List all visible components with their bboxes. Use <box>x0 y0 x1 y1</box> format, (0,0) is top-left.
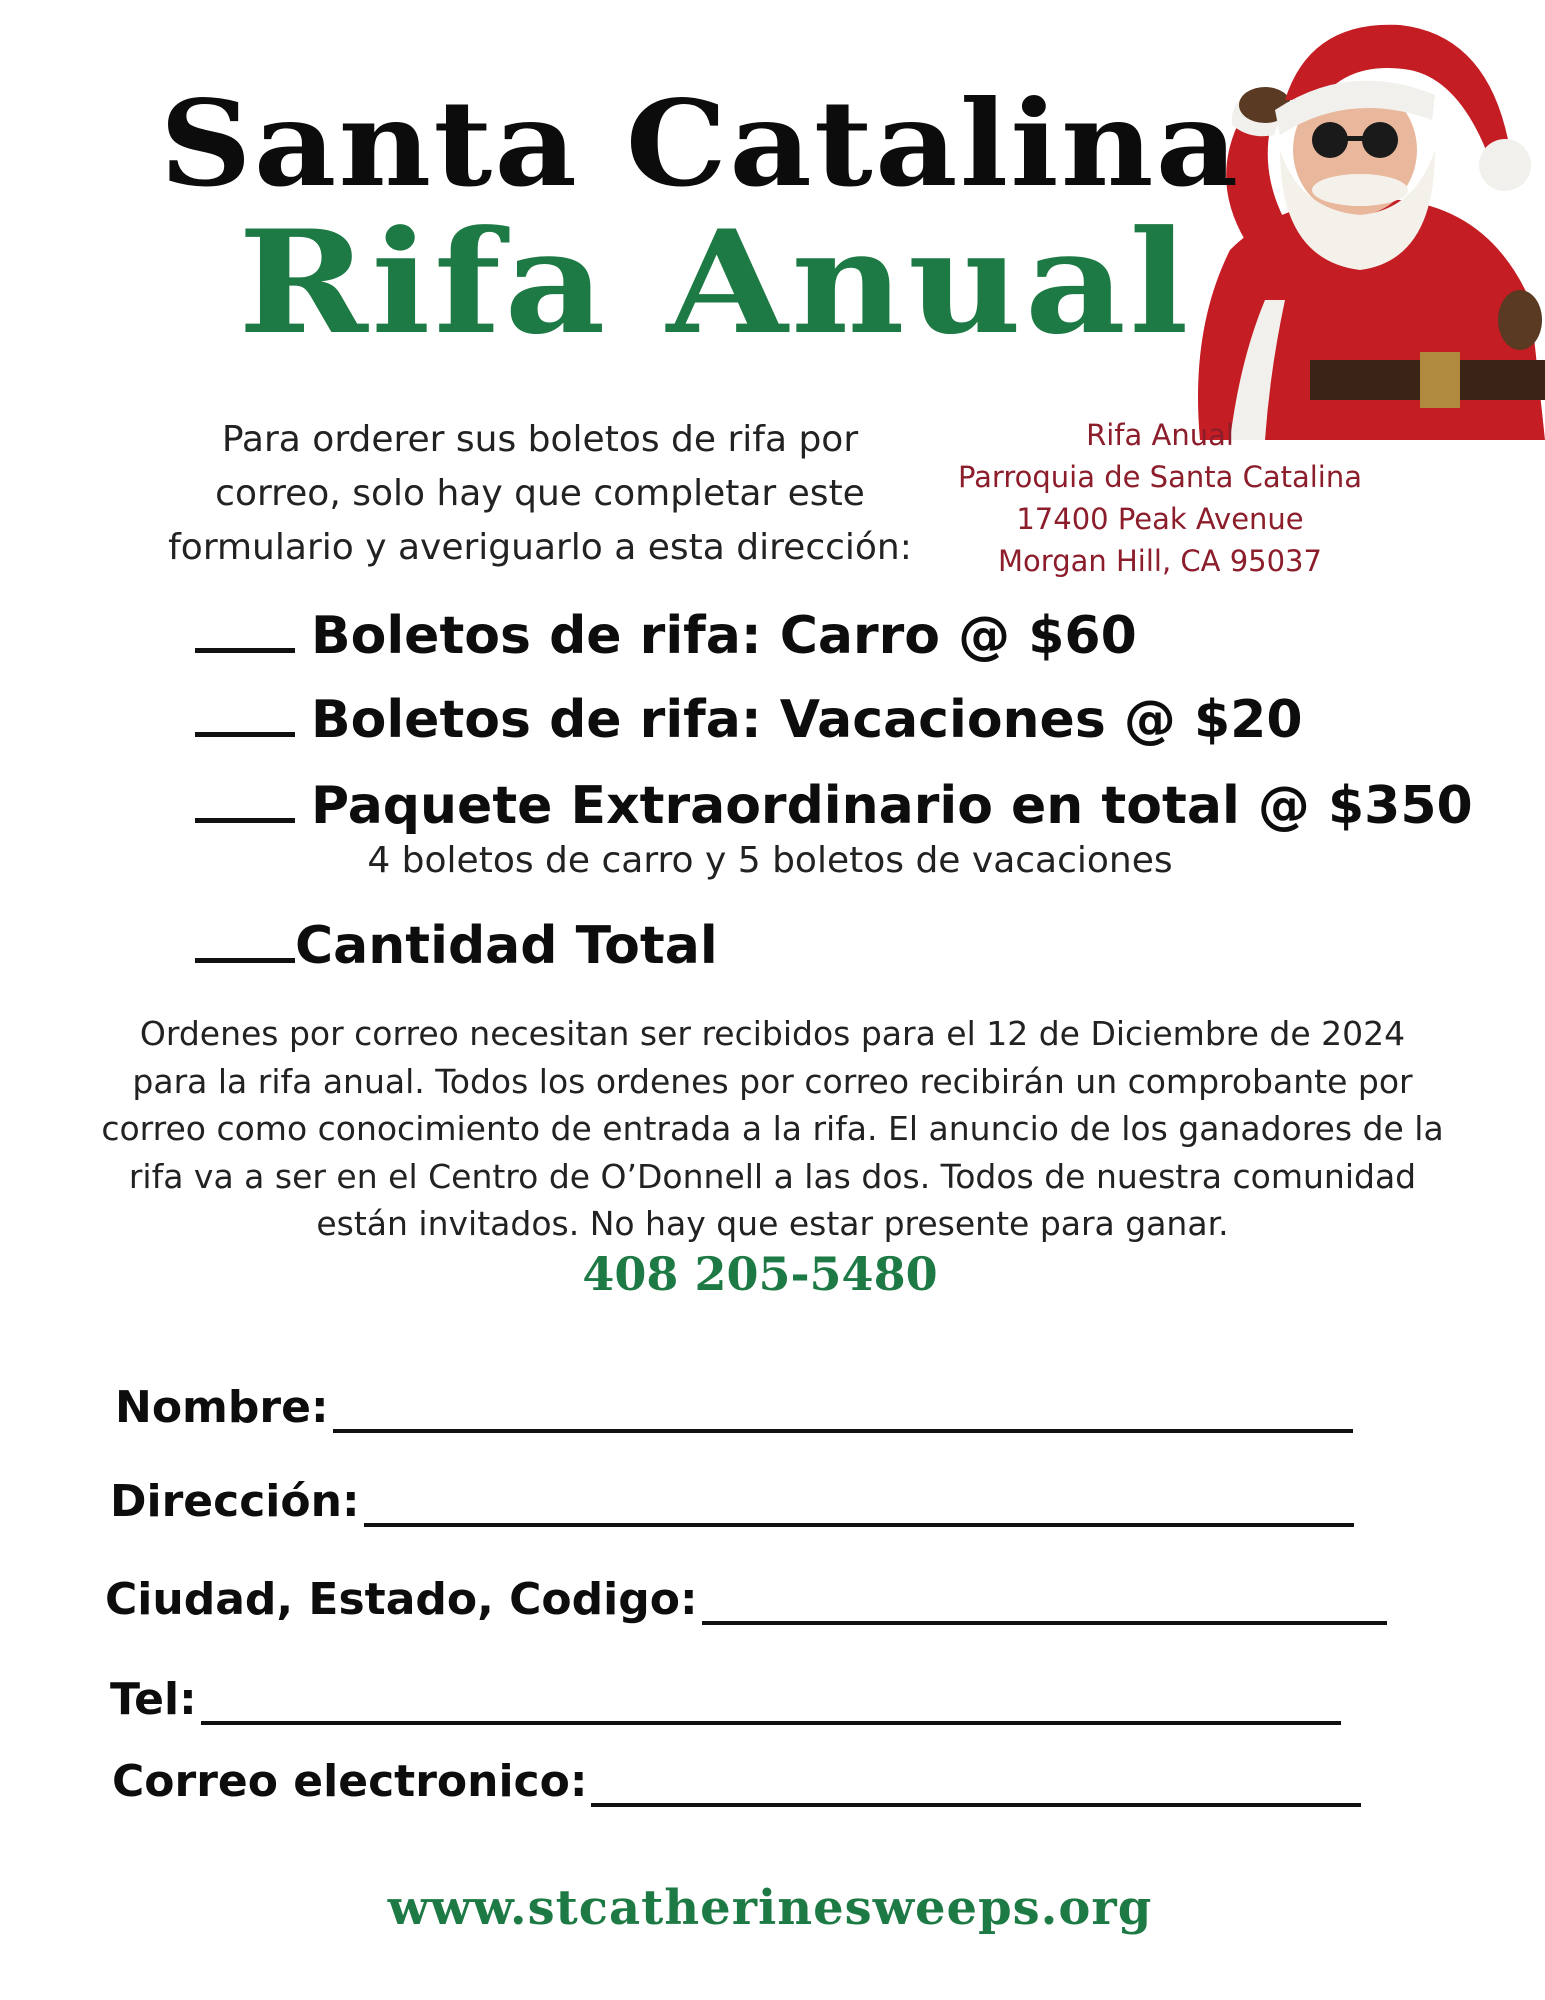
address-line: Parroquia de Santa Catalina <box>957 460 1363 494</box>
intro-line: correo, solo hay que completar este <box>215 473 865 514</box>
email-label: Correo electronico: <box>112 1756 588 1807</box>
notice-line: están invitados. No hay que estar presente para ganar. <box>316 1204 1229 1243</box>
vacation-ticket-line <box>195 690 1303 750</box>
address-line: Rifa Anual <box>1086 418 1234 452</box>
notice-line: Ordenes por correo necesitan ser recibidos para el 12 de Diciembre de 2024 <box>139 1014 1406 1053</box>
city-state-zip-field[interactable] <box>105 1574 1387 1625</box>
vacation-ticket-quantity-blank[interactable] <box>195 690 295 737</box>
total-line <box>195 916 718 976</box>
city-state-zip-input-line[interactable] <box>702 1577 1387 1625</box>
intro-line: formulario y averiguarlo a esta dirección: <box>168 527 912 568</box>
name-label: Nombre: <box>115 1382 329 1433</box>
address-line: Morgan Hill, CA 95037 <box>998 544 1322 578</box>
website-link[interactable]: www.stcatherinesweeps.org <box>387 1880 1153 1936</box>
package-quantity-blank[interactable] <box>195 776 295 823</box>
name-input-line[interactable] <box>333 1385 1353 1433</box>
package-note: 4 boletos de carro y 5 boletos de vacaciones <box>367 840 1173 881</box>
mail-order-notice <box>95 1010 1450 1248</box>
email-input-line[interactable] <box>591 1759 1361 1807</box>
address-input-line[interactable] <box>364 1479 1354 1527</box>
tel-input-line[interactable] <box>201 1677 1341 1725</box>
package-label: Paquete Extraordinario en total @ $350 <box>311 776 1473 836</box>
title-rifa-anual: Rifa Anual <box>238 200 1192 366</box>
vacation-ticket-label: Boletos de rifa: Vacaciones @ $20 <box>311 690 1303 750</box>
notice-line: para la rifa anual. Todos los ordenes por correo recibirán un comprobante por <box>132 1061 1413 1101</box>
phone-number: 408 205-5480 <box>582 1247 938 1301</box>
phone-field[interactable] <box>110 1674 1341 1725</box>
package-line <box>195 776 1473 836</box>
intro-text <box>140 413 940 575</box>
car-ticket-label: Boletos de rifa: Carro @ $60 <box>311 606 1137 666</box>
notice-line: rifa va a ser en el Centro de O’Donnell a las dos. Todos de nuestra comunidad <box>128 1156 1417 1196</box>
tel-label: Tel: <box>110 1674 197 1725</box>
notice-line: correo como conocimiento de entrada a la rifa. El anuncio de los ganadores de la <box>101 1109 1444 1148</box>
address-line: 17400 Peak Avenue <box>1016 502 1304 536</box>
total-label: Cantidad Total <box>295 916 718 976</box>
total-amount-blank[interactable] <box>195 916 295 963</box>
address-label: Dirección: <box>110 1476 360 1527</box>
name-field[interactable] <box>115 1382 1353 1433</box>
mailing-address <box>940 414 1380 582</box>
address-field[interactable] <box>110 1476 1354 1527</box>
city-state-zip-label: Ciudad, Estado, Codigo: <box>105 1574 698 1625</box>
email-field[interactable] <box>112 1756 1361 1807</box>
title-santa-catalina: Santa Catalina <box>159 74 1241 213</box>
intro-line: Para orderer sus boletos de rifa por <box>221 419 859 460</box>
car-ticket-line <box>195 606 1137 666</box>
car-ticket-quantity-blank[interactable] <box>195 606 295 653</box>
